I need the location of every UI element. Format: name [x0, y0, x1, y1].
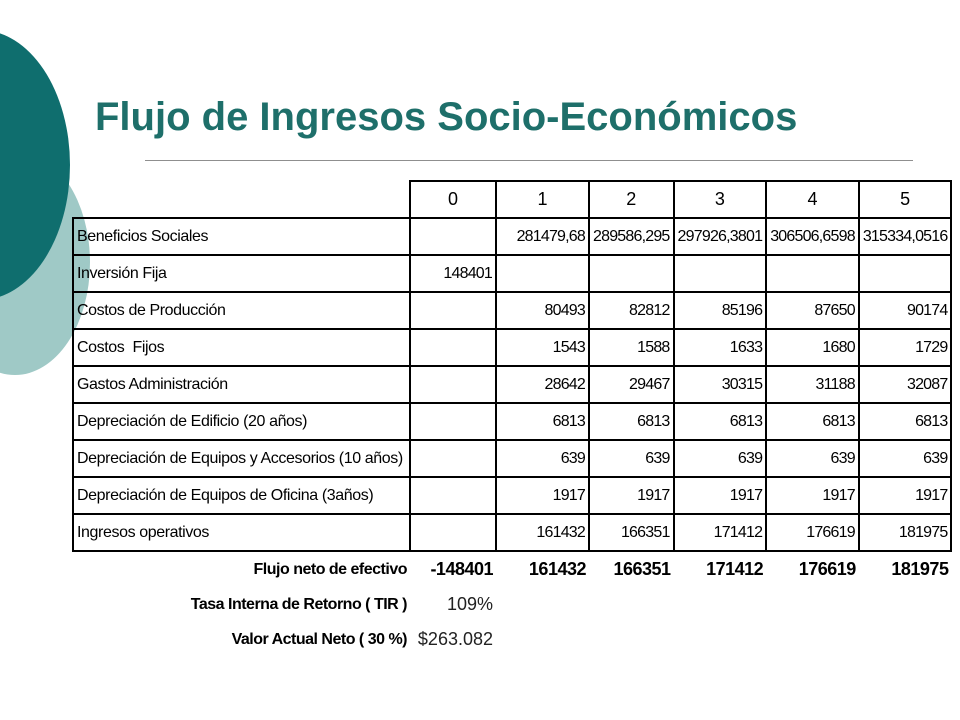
value-cell: 85196	[674, 292, 767, 329]
table-row	[73, 292, 951, 329]
value-cell: 306506,6598	[766, 218, 859, 255]
header-cell: 0	[410, 181, 496, 218]
value-cell: 297926,3801	[674, 218, 767, 255]
value-cell: 1729	[859, 329, 952, 366]
row-label: Depreciación de Equipos y Accesorios (10 años)	[73, 440, 410, 477]
value-cell	[674, 255, 767, 292]
value-cell: 29467	[589, 366, 674, 403]
value-cell	[410, 403, 496, 440]
value-cell	[410, 292, 496, 329]
value-cell: 1917	[766, 477, 859, 514]
row-label: Depreciación de Equipos de Oficina (3años)	[73, 477, 410, 514]
table-row	[73, 218, 951, 255]
van-value: $263.082	[417, 629, 493, 649]
value-cell: 1680	[766, 329, 859, 366]
table-row	[73, 514, 951, 551]
row-label: Gastos Administración	[73, 366, 410, 403]
value-cell: 161432	[496, 514, 589, 551]
value-cell: 181975	[859, 514, 952, 551]
value-cell: 315334,0516	[859, 218, 952, 255]
value-cell: 1917	[589, 477, 674, 514]
table-row	[73, 329, 951, 366]
net-cash-flow-value: -148401	[430, 559, 493, 579]
header-cell: 4	[766, 181, 859, 218]
net-cash-flow-value: 181975	[891, 559, 949, 579]
net-cash-flow-value: 166351	[613, 559, 671, 579]
net-cash-flow-value: 161432	[528, 559, 586, 579]
value-cell	[496, 255, 589, 292]
table-row	[73, 403, 951, 440]
value-cell: 148401	[410, 255, 496, 292]
value-cell	[410, 329, 496, 366]
value-cell: 176619	[766, 514, 859, 551]
title-divider	[145, 160, 913, 161]
value-cell: 6813	[674, 403, 767, 440]
header-cell: 5	[859, 181, 952, 218]
value-cell: 32087	[859, 366, 952, 403]
tir-row	[73, 587, 951, 622]
value-cell: 6813	[496, 403, 589, 440]
value-cell: 289586,295	[589, 218, 674, 255]
value-cell: 281479,68	[496, 218, 589, 255]
value-cell	[410, 440, 496, 477]
net-cash-flow-label: Flujo neto de efectivo	[253, 560, 407, 578]
header-row	[73, 181, 951, 218]
header-cell: 3	[674, 181, 767, 218]
header-cell: 1	[496, 181, 589, 218]
header-cell: 2	[589, 181, 674, 218]
value-cell: 28642	[496, 366, 589, 403]
value-cell: 1588	[589, 329, 674, 366]
net-cash-flow-value: 171412	[706, 559, 764, 579]
table-row	[73, 366, 951, 403]
value-cell	[589, 255, 674, 292]
row-label: Costos Fijos	[73, 329, 410, 366]
value-cell: 1633	[674, 329, 767, 366]
value-cell: 639	[766, 440, 859, 477]
value-cell: 1543	[496, 329, 589, 366]
row-label: Depreciación de Edificio (20 años)	[73, 403, 410, 440]
table-row	[73, 255, 951, 292]
value-cell: 1917	[859, 477, 952, 514]
value-cell: 90174	[859, 292, 952, 329]
row-label: Costos de Producción	[73, 292, 410, 329]
slide-title: Flujo de Ingresos Socio-Económicos	[95, 95, 798, 139]
net-cash-flow-value: 176619	[798, 559, 856, 579]
table-row	[73, 440, 951, 477]
value-cell	[859, 255, 952, 292]
value-cell	[766, 255, 859, 292]
corner-cell	[73, 181, 410, 218]
value-cell: 166351	[589, 514, 674, 551]
value-cell: 639	[859, 440, 952, 477]
value-cell: 31188	[766, 366, 859, 403]
value-cell: 6813	[589, 403, 674, 440]
cash-flow-table	[72, 180, 952, 657]
row-label: Beneficios Sociales	[73, 218, 410, 255]
row-label: Ingresos operativos	[73, 514, 410, 551]
tir-value: 109%	[446, 594, 493, 614]
value-cell: 639	[674, 440, 767, 477]
row-label: Inversión Fija	[73, 255, 410, 292]
tir-label: Tasa Interna de Retorno ( TIR )	[190, 595, 407, 613]
value-cell: 87650	[766, 292, 859, 329]
net-cash-flow-row	[73, 551, 951, 587]
value-cell: 6813	[766, 403, 859, 440]
table-row	[73, 477, 951, 514]
value-cell	[410, 366, 496, 403]
van-label: Valor Actual Neto ( 30 %)	[231, 630, 407, 648]
value-cell	[410, 218, 496, 255]
value-cell: 639	[589, 440, 674, 477]
value-cell: 639	[496, 440, 589, 477]
value-cell: 1917	[674, 477, 767, 514]
value-cell: 6813	[859, 403, 952, 440]
value-cell: 30315	[674, 366, 767, 403]
value-cell	[410, 514, 496, 551]
value-cell: 1917	[496, 477, 589, 514]
value-cell: 171412	[674, 514, 767, 551]
van-row	[73, 622, 951, 657]
decorative-circle-dark	[0, 30, 70, 300]
value-cell: 82812	[589, 292, 674, 329]
value-cell	[410, 477, 496, 514]
value-cell: 80493	[496, 292, 589, 329]
